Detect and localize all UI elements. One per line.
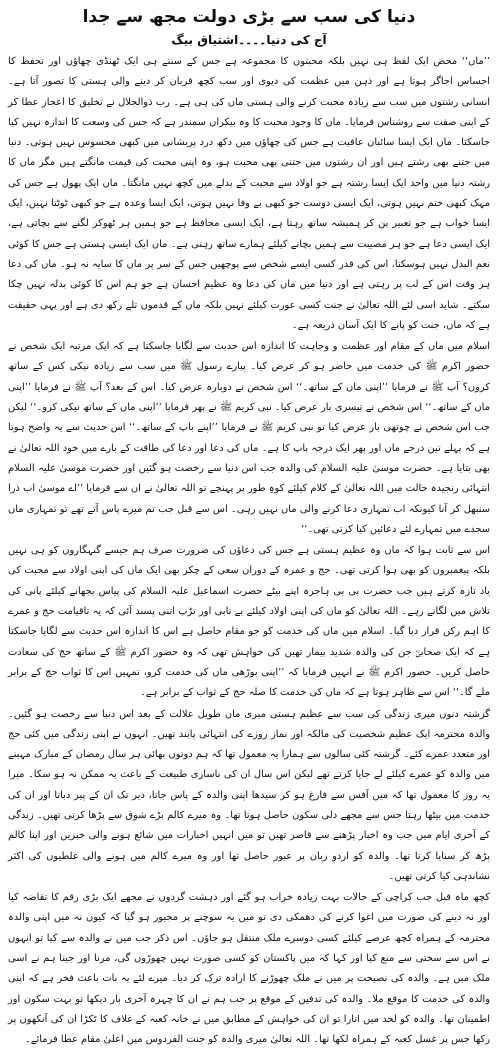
column-title: دنیا کی سب سے بڑی دولت مجھ سے جدا — [82, 7, 416, 27]
paragraph: اسلام میں ماں کے مقام اور عظمت و وجاہت کا اندازہ اس حدیث سے لگایا جاسکتا ہے کہ ایک مرتبہ ایک شخص نے حضور اکرم ﷺ کی خدمت میں حاضر ہو کر عرض کیا۔ پیارے رسول ﷺ میں سب سے زیادہ نیکی کس کے ساتھ کروں؟ آپ ﷺ نے فرمایا ’’اپنی ماں کے ساتھ۔‘‘ اس شخص نے دوبارہ عرض کیا۔ اس کے بعد؟ آپ ﷺ نے فرمایا ’’اپنی ماں کے ساتھ۔‘‘ اس شخص نے تیسری بار عرض کیا۔ نبی کریم ﷺ نے پھر فرمایا ’’اپنی ماں کے ساتھ نیکی کرو۔‘‘ لیکن جب اس شخص نے چوتھی بار عرض کیا تو نبی کریم ﷺ نے فرمایا ’’اپنے باپ کے ساتھ۔‘‘ اس حدیث سے یہ واضح ہوتا ہے کہ پہلے تین درجے ماں اور پھر ایک درجہ باپ کا ہے۔ ماں کی دعا اور دعا کی طاقت کے بارے میں خود اللہ تعالیٰ نے بھی بتایا ہے۔ حضرت موسیٰ علیہ السلام کی والدہ جب اس دنیا سے رخصت ہو گئیں اور حضرت موسیٰ علیہ السلام انتہائی رنجیدہ حالت میں اللہ تعالیٰ کے کلام کیلئے کوہِ طور پر پہنچے تو اللہ تعالیٰ نے ان سے فرمایا ’’اے موسیٰ اب ذرا سنبھل کر آنا کیونکہ اب تمہاری دعا کرنے والی ماں نہیں رہی۔ اس سے قبل جب تم میرے پاس آتے تھے تو تمہاری ماں سجدے میں تمہارے لئے دعائیں کیا کرتی تھی۔‘‘ — [8, 341, 490, 535]
paragraph: کچھ ماہ قبل جب کراچی کے حالات بہت زیادہ خراب ہو گئے اور دہشت گردوں نے مجھے ایک بڑی رقم کا تقاضہ کیا اور نہ دینے کی صورت میں اغوا کرنے کی دھمکی دی تو میں یہ سوچنے پر مجبور ہو گیا کہ کیوں نہ میں اپنی والدہ محترمہ کے ہمراہ کچھ عرصے کیلئے کسی دوسرے ملک منتقل ہو جاؤں۔ اس ذکر جب میں نے والدہ سے کیا تو انہوں نے اس سے سختی سے منع کیا اور کہا کہ میں پاکستان کو کسی صورت نہیں چھوڑوں گی، مرنا اور جینا ہم نے اسی ملک میں ہے۔ والدہ کی نصیحت پر میں نے ملک چھوڑنے کا ارادہ ترک کر دیا۔ میرے لئے یہ بات باعث فخر ہے کہ اپنی والدہ کی خدمت کا موقع ملا۔ والدہ کی تدفین کے موقع پر جب ہم نے ان کا چہرہ آخری بار دیکھا تو بہت سکون اور اطمینان تھا۔ والدہ کو لحد میں اتارا تو ان کی خواہش کے مطابق میں نے خانہ کعبہ کے غلاف کا ٹکڑا ان کی آنکھوں پر رکھا جس پر غسل کعبہ کے ہمراہ لکھا تھا۔ اللہ تعالیٰ میری والدہ کو جنت الفردوس میں اعلیٰ مقام عطا فرمائے۔ — [8, 892, 490, 1046]
paragraph: اس سے ثابت ہوا کہ ماں وہ عظیم ہستی ہے جس کی دعاؤں کی ضرورت صرف ہم جیسے گنہگاروں کو ہی نہیں بلکہ پیغمبروں کو بھی ہوا کرتی تھی۔ حج و عمرہ کے دوران سعی کے چکر بھی ایک ماں کی اپنی اولاد سے محبت کی یاد تازہ کرتے ہیں جب حضرت بی بی ہاجرہ اپنے بیٹے حضرت اسماعیل علیہ السلام کی پیاس بجھانے کیلئے پانی کی تلاش میں لگاتے رہے۔ اللہ تعالیٰ کو ماں کی اپنی اولاد کیلئے بے تابی اور تڑپ اتنی پسند آئی کہ یہ تاقیامت حج و عمرے کا اہم رکن قرار دیا گیا۔ اسلام میں ماں کی خدمت کو جو مقام حاصل ہے اس کا اندازہ اس حدیث سے لگایا جاسکتا ہے کہ ایک صحابیؓ جن کی والدہ شدید بیمار تھیں کی خواہش تھی کہ وہ حضور اکرم ﷺ کے ساتھ حج کی سعادت حاصل کریں۔ حضور اکرم ﷺ نے انہیں فرمایا کہ ’’اپنی بوڑھی ماں کی خدمت کرو، تمہیں اس کا ثواب حج کے برابر ملے گا۔‘‘ اس سے ظاہر ہوتا ہے کہ ماں کی خدمت کا صلہ حج کے ثواب کے برابر ہے۔ — [8, 545, 490, 699]
column-body — [8, 52, 490, 1051]
paragraph: گزشتہ دنوں میری زندگی کی سب سے عظیم ہستی میری ماں طویل علالت کے بعد اس دنیا سے رخصت ہو گئیں۔ والدہ محترمہ ایک عظیم شخصیت کی مالکہ اور نماز روزے کی انتہائی پابند تھیں۔ انہوں نے اپنی زندگی میں کئی حج اور متعدد عمرے کئے۔ گزشتہ کئی سالوں سے ہمارا یہ معمول تھا کہ ہم دونوں بھائی ہر سال رمضان کے مبارک مہینے میں والدہ کو عمرے کیلئے لے جایا کرتے تھے لیکن اس سال ان کی ناسازی طبیعت کے باعث یہ ممکن نہ ہو سکا۔ میرا یہ روز کا معمول تھا کہ میں آفس سے فارغ ہو کر سیدھا اپنی والدہ کے پاس جاتا، دیر تک ان کے پیر دباتا اور ان کی خدمت میں بیٹھا رہتا جس سے مجھے دلی سکون حاصل ہوتا تھا۔ وہ میرے کالم بڑے شوق سے پڑھا کرتی تھیں۔ زندگی کے آخری ایام میں جب وہ اخبار پڑھنے سے قاصر تھیں تو میں انہیں اخبارات میں شائع ہونے والی خبریں اور اپنا کالم پڑھ کر سنایا کرتا تھا۔ والدہ کو اردو زبان پر عبور حاصل تھا اور وہ میرے کالم میں ہونے والی غلطیوں کی اکثر نشاندہی کیا کرتی تھیں۔ — [8, 708, 490, 882]
column-byline: آج کی دنیا۔۔۔۔اشتیاق بیگ — [171, 33, 327, 47]
paragraph: ’’ماں‘‘ محض ایک لفظ ہی نہیں بلکہ محبتوں کا مجموعہ ہے جس کے سنتے ہی ایک ٹھنڈی چھاؤں اور تحفظ کا احساس اجاگر ہوتا ہے اور ذہن میں عظمت کی دیوی اور سب کچھ قربان کر دینے والی ہستی کا تصور آتا ہے۔ انسانی رشتوں میں سب سے زیادہ محبت کرنے والی ہستی ماں کی ہی ہے۔ رب ذوالجلال نے تخلیق کا اعجاز عطا کر کے اپنی صفت سے روشناس فرمایا۔ ماں کا وجود محبت کا وہ بیکراں سمندر ہے کہ جس کی وسعت کا اندازہ نہیں کیا جاسکتا۔ ماں ایک ایسا سائبان عافیت ہے جس کی چھاؤں میں دکھ درد پریشانی میں کبھی محسوس نہیں ہوتی۔ دنیا میں جتنے بھی رشتے ہیں اور ان رشتوں میں جتنی بھی محبت ہو، وہ اپنی محبت کی قیمت مانگتے ہیں مگر ماں کا رشتہ دنیا میں واحد ایک ایسا رشتہ ہے جو اولاد سے محبت کے بدلے میں کچھ نہیں مانگتا۔ ماں ایک پھول ہے جس کی مہک کبھی ختم نہیں ہوتی، ایک ایسی دوست جو کبھی بے وفا نہیں ہوتی، ایک ایسا وعدہ ہے جو کبھی ٹوٹتا نہیں، ایک ایسا خواب ہے جو تعبیر بن کر ہمیشہ ساتھ رہتا ہے، ایک ایسی محافظ ہے جو ہمیں ہر ٹھوکر لگنے سے بچاتی ہے، ایک ایسی دعا ہے جو ہر مصیبت سے ہمیں بچانے کیلئے ہمارے ساتھ رہتی ہے۔ ماں ایک ایسی ہستی ہے جس کا کوئی نعم البدل نہیں ہوسکتا، اس کی قدر کسی ایسے شخص سے پوچھیں جس کے سر پر ماں کا سایہ نہ ہو۔ ماں کی دعا ہر وقت اس کے لب پر رہتی ہے اور دنیا میں ماں کی دعا وہ عظیم احسان ہے جو ہم اس کا کوئی بدلہ نہیں چکا سکتے۔ شاید اسی لئے اللہ تعالیٰ نے جنت کسی عورت کیلئے نہیں بلکہ ماں کے قدموں تلے رکھ دی ہے اور یہی حقیقت ہے کہ ماں، جنت کو پانے کا ایک آسان ذریعہ ہے۔ — [8, 56, 490, 331]
